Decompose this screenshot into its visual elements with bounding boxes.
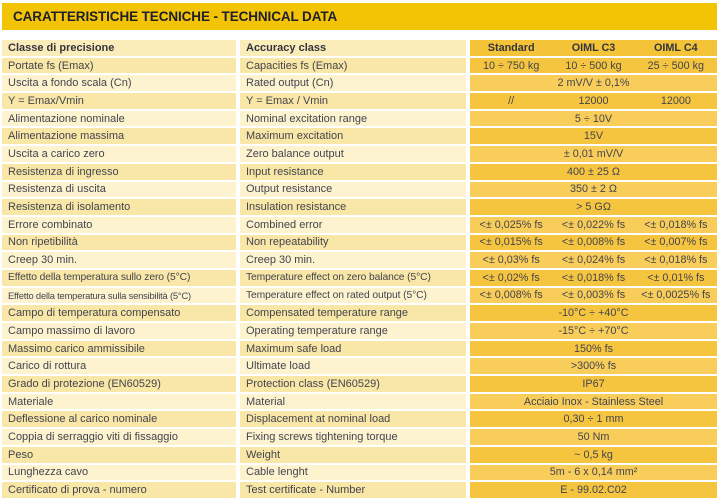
label-italian-text: Resistenza di isolamento: [8, 201, 131, 214]
label-english-text: Test certificate - Number: [246, 484, 366, 497]
label-english-text: Cable lenght: [246, 466, 308, 479]
label-italian-text: Coppia di serraggio viti di fissaggio: [8, 430, 178, 443]
label-english-text: Rated output (Cn): [246, 77, 334, 90]
header-class-columns: [470, 40, 717, 56]
col-header-standard: Standard: [487, 41, 535, 54]
value-all-classes: 5 ÷ 10V: [574, 112, 613, 125]
label-english-text: Maximum excitation: [246, 130, 344, 143]
label-english-text: Creep 30 min.: [246, 254, 316, 267]
spec-row: [2, 217, 717, 233]
value-oiml-c3: <± 0,018% fs: [561, 271, 626, 284]
label-english: [240, 305, 466, 321]
label-italian-text: Errore combinato: [8, 218, 93, 231]
label-italian-text: Y = Emax/Vmin: [8, 94, 84, 107]
label-english: [240, 465, 466, 481]
label-english-text: Output resistance: [246, 183, 333, 196]
value-oiml-c3: <± 0,008% fs: [561, 236, 626, 249]
value-oiml-c3: <± 0,003% fs: [561, 289, 626, 302]
label-italian-text: Carico di rottura: [8, 360, 87, 373]
section-title-bar: [2, 3, 717, 30]
value-cell: [470, 217, 717, 233]
value-standard: <± 0,03% fs: [482, 254, 540, 267]
value-all-classes: 150% fs: [573, 342, 613, 355]
spec-row: [2, 323, 717, 339]
label-english: [240, 323, 466, 339]
label-italian: [2, 235, 236, 251]
label-italian-text: Peso: [8, 448, 34, 461]
value-all-classes: 0,30 ÷ 1 mm: [563, 413, 624, 426]
value-oiml-c4: 25 ÷ 500 kg: [647, 59, 704, 72]
label-italian-text: Portate fs (Emax): [8, 59, 94, 72]
label-english-text: Temperature effect on rated output (5°C): [246, 289, 427, 301]
label-english: [240, 75, 466, 91]
label-english: [240, 252, 466, 268]
value-cell: [470, 182, 717, 198]
label-english: [240, 182, 466, 198]
label-english-text: Input resistance: [246, 165, 324, 178]
value-oiml-c4: <± 0,0025% fs: [641, 289, 711, 302]
label-english-text: Capacities fs (Emax): [246, 59, 348, 72]
value-standard: 10 ÷ 750 kg: [482, 59, 540, 72]
spec-row: [2, 75, 717, 91]
value-standard: //: [508, 94, 515, 107]
label-english-text: Zero balance output: [246, 147, 344, 160]
label-italian-text: Uscita a fondo scala (Cn): [8, 77, 132, 90]
value-all-classes: 350 ± 2 Ω: [569, 183, 617, 196]
value-all-classes: IP67: [582, 377, 605, 390]
label-italian: [2, 341, 236, 357]
value-oiml-c3: 10 ÷ 500 kg: [565, 59, 622, 72]
label-english-text: Compensated temperature range: [246, 307, 409, 320]
value-cell: [470, 235, 717, 251]
spec-row: [2, 482, 717, 498]
label-italian-text: Massimo carico ammissibile: [8, 342, 145, 355]
label-english: [240, 235, 466, 251]
value-all-classes: > 5 GΩ: [576, 201, 611, 214]
label-italian: [2, 465, 236, 481]
label-italian: [2, 376, 236, 392]
label-italian: [2, 447, 236, 463]
label-italian-text: Resistenza di uscita: [8, 183, 106, 196]
label-italian: [2, 75, 236, 91]
label-italian: [2, 252, 236, 268]
spec-row: [2, 146, 717, 162]
value-all-classes: 5m - 6 x 0,14 mm²: [549, 466, 638, 479]
label-italian-text: Uscita a carico zero: [8, 147, 105, 160]
value-oiml-c4: <± 0,007% fs: [644, 236, 708, 249]
spec-row: [2, 411, 717, 427]
label-italian-text: Campo massimo di lavoro: [8, 324, 136, 337]
label-english-text: Insulation resistance: [246, 201, 347, 214]
label-english: [240, 288, 466, 304]
label-italian-text: Grado di protezione (EN60529): [8, 377, 161, 390]
label-italian: [2, 111, 236, 127]
value-all-classes: -15°C ÷ +70°C: [558, 324, 629, 337]
table-body: [2, 58, 717, 498]
label-english-text: Ultimate load: [246, 360, 311, 373]
value-standard: <± 0,015% fs: [479, 236, 543, 249]
label-english: [240, 482, 466, 498]
label-english: [240, 429, 466, 445]
value-cell: [470, 58, 717, 74]
value-cell: [470, 305, 717, 321]
value-cell: [470, 447, 717, 463]
label-italian-text: Alimentazione nominale: [8, 112, 125, 125]
label-english-text: Nominal excitation range: [246, 112, 368, 125]
spec-row: [2, 394, 717, 410]
value-cell: [470, 394, 717, 410]
label-italian: [2, 182, 236, 198]
label-english: [240, 199, 466, 215]
spec-row: [2, 164, 717, 180]
value-cell: [470, 164, 717, 180]
label-italian: [2, 358, 236, 374]
table-header-row: [2, 40, 717, 56]
spec-row: [2, 111, 717, 127]
label-english-text: Operating temperature range: [246, 324, 388, 337]
label-english-text: Combined error: [246, 218, 323, 231]
spec-row: [2, 199, 717, 215]
spec-row: [2, 358, 717, 374]
label-english: [240, 146, 466, 162]
label-italian-text: Alimentazione massima: [8, 130, 125, 143]
spec-row: [2, 465, 717, 481]
label-english: [240, 358, 466, 374]
value-all-classes: -10°C ÷ +40°C: [558, 307, 629, 320]
value-cell: [470, 411, 717, 427]
value-cell: [470, 429, 717, 445]
label-english-text: Weight: [246, 448, 281, 461]
value-cell: [470, 128, 717, 144]
label-english-text: Temperature effect on zero balance (5°C): [246, 272, 431, 284]
label-italian: [2, 482, 236, 498]
spec-row: [2, 429, 717, 445]
label-italian: [2, 323, 236, 339]
label-italian-text: Creep 30 min.: [8, 254, 78, 267]
label-english: [240, 341, 466, 357]
value-cell: [470, 288, 717, 304]
spec-row: [2, 341, 717, 357]
value-all-classes: 2 mV/V ± 0,1%: [557, 77, 630, 90]
spec-row: [2, 93, 717, 109]
label-italian-text: Materiale: [8, 395, 54, 408]
value-oiml-c4: 12000: [660, 94, 691, 107]
value-oiml-c3: <± 0,024% fs: [561, 254, 626, 267]
label-english: [240, 217, 466, 233]
value-oiml-c4: <± 0,01% fs: [647, 271, 705, 284]
label-english: [240, 111, 466, 127]
spec-row: [2, 305, 717, 321]
label-english: [240, 58, 466, 74]
label-italian: [2, 394, 236, 410]
label-italian: [2, 128, 236, 144]
section-title: CARATTERISTICHE TECNICHE - TECHNICAL DATA: [13, 9, 338, 24]
label-italian-text: Deflessione al carico nominale: [8, 413, 158, 426]
value-standard: <± 0,025% fs: [479, 218, 543, 231]
technical-data-table: [2, 40, 717, 498]
value-cell: [470, 482, 717, 498]
value-cell: [470, 111, 717, 127]
col-header-oiml-c3: OIML C3: [571, 41, 616, 54]
label-english-text: Y = Emax / Vmin: [246, 94, 329, 107]
spec-row: [2, 235, 717, 251]
label-english: [240, 270, 466, 286]
label-italian: [2, 164, 236, 180]
spec-row: [2, 252, 717, 268]
header-accuracy-class-en: Accuracy class: [240, 40, 466, 56]
value-cell: [470, 199, 717, 215]
spec-row: [2, 58, 717, 74]
value-all-classes: ~ 0,5 kg: [574, 448, 613, 461]
value-oiml-c3: <± 0,022% fs: [561, 218, 626, 231]
label-english-text: Protection class (EN60529): [246, 377, 380, 390]
value-oiml-c4: <± 0,018% fs: [644, 254, 708, 267]
value-oiml-c3: 12000: [578, 94, 609, 107]
label-italian: [2, 411, 236, 427]
value-all-classes: ± 0,01 mV/V: [563, 147, 624, 160]
label-english: [240, 128, 466, 144]
value-all-classes: 400 ± 25 Ω: [566, 165, 621, 178]
col-header-oiml-c4: OIML C4: [654, 41, 698, 54]
spec-row: [2, 376, 717, 392]
label-italian: [2, 288, 236, 304]
value-all-classes: 50 Nm: [577, 430, 610, 443]
label-italian: [2, 146, 236, 162]
spec-row: [2, 447, 717, 463]
label-italian-text: Effetto della temperatura sullo zero (5°C): [8, 272, 191, 284]
value-cell: [470, 252, 717, 268]
label-italian-text: Resistenza di ingresso: [8, 165, 119, 178]
spec-row: [2, 128, 717, 144]
value-cell: [470, 358, 717, 374]
label-italian-text: Lunghezza cavo: [8, 466, 89, 479]
value-cell: [470, 75, 717, 91]
label-italian-text: Certificato di prova - numero: [8, 484, 147, 497]
label-english-text: Non repeatability: [246, 236, 329, 249]
value-cell: [470, 376, 717, 392]
value-standard: <± 0,02% fs: [482, 271, 540, 284]
label-italian-text: Campo di temperatura compensato: [8, 307, 181, 320]
label-english: [240, 447, 466, 463]
label-english-text: Displacement at nominal load: [246, 413, 391, 426]
label-english: [240, 394, 466, 410]
label-italian: [2, 429, 236, 445]
spec-row: [2, 288, 717, 304]
value-cell: [470, 270, 717, 286]
value-all-classes: Acciaio Inox - Stainless Steel: [523, 395, 664, 408]
spec-row: [2, 270, 717, 286]
value-all-classes: >300% fs: [570, 360, 617, 373]
label-italian: [2, 305, 236, 321]
label-italian: [2, 58, 236, 74]
label-italian: [2, 93, 236, 109]
value-cell: [470, 93, 717, 109]
value-cell: [470, 323, 717, 339]
header-accuracy-class-it: Classe di precisione: [2, 40, 236, 56]
label-english-text: Fixing screws tightening torque: [246, 430, 398, 443]
label-italian: [2, 217, 236, 233]
value-all-classes: 15V: [583, 130, 604, 143]
value-all-classes: E - 99.02.C02: [560, 484, 627, 497]
label-english: [240, 411, 466, 427]
spec-row: [2, 182, 717, 198]
label-english-text: Material: [246, 395, 286, 408]
label-english: [240, 93, 466, 109]
value-cell: [470, 146, 717, 162]
value-standard: <± 0,008% fs: [479, 289, 543, 302]
label-italian: [2, 270, 236, 286]
value-cell: [470, 341, 717, 357]
label-italian-text: Effetto della temperatura sulla sensibilità (5°C): [8, 289, 191, 301]
label-italian: [2, 199, 236, 215]
label-english-text: Maximum safe load: [246, 342, 342, 355]
label-english: [240, 376, 466, 392]
value-oiml-c4: <± 0,018% fs: [644, 218, 708, 231]
label-italian-text: Non ripetibilità: [8, 236, 78, 249]
value-cell: [470, 465, 717, 481]
label-english: [240, 164, 466, 180]
